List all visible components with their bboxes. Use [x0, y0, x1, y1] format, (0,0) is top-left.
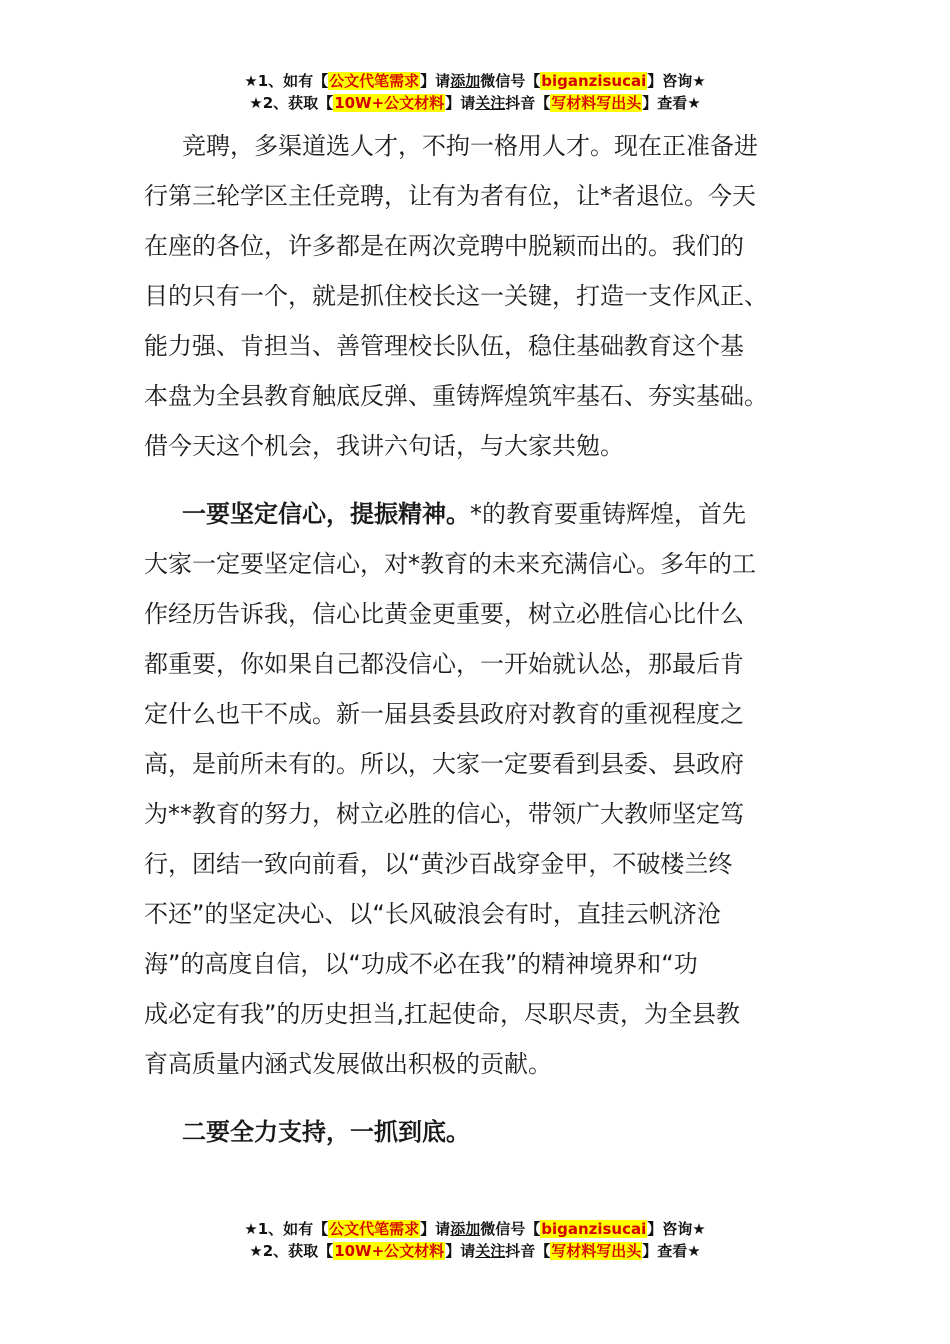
text-line: 本盘为全县教育触底反弹、重铸辉煌筑牢基石、夯实基础。 — [144, 382, 768, 410]
banner-highlight: 公文代笔需求 — [329, 1220, 420, 1238]
text-line: 高，是前所未有的。所以，大家一定要看到县委、县政府 — [144, 750, 744, 778]
text-line: 大家一定要坚定信心，对*教育的未来充满信心。多年的工 — [144, 550, 756, 578]
text-line — [144, 1107, 800, 1157]
text-line: 成必定有我”的历史担当,扛起使命，尽职尽责，为全县教 — [144, 1000, 741, 1028]
text-line: 目的只有一个，就是抓住校长这一关键，打造一支作风正、 — [144, 282, 768, 310]
banner-highlight: biganzisucai — [541, 1220, 647, 1238]
banner-text: 】查看★ — [642, 1242, 701, 1260]
banner-text: 微信号【 — [480, 72, 541, 90]
text-line: 借今天这个机会，我讲六句话，与大家共勉。 — [144, 432, 624, 460]
paragraph-1 — [144, 121, 800, 471]
banner-text: 抖音【 — [505, 94, 551, 112]
text-line: 为**教育的努力，树立必胜的信心，带领广大教师坚定笃 — [144, 800, 744, 828]
text-line: 育高质量内涵式发展做出积极的贡献。 — [144, 1050, 552, 1078]
text-line — [144, 489, 800, 539]
banner-highlight: 10W+公文材料 — [334, 94, 445, 112]
text-run: *的教育要重铸辉煌，首先 — [470, 500, 746, 528]
banner-text: ★1、如有【 — [244, 72, 329, 90]
text-line: 行第三轮学区主任竞聘，让有为者有位，让*者退位。今天 — [144, 182, 756, 210]
section-heading: 一要坚定信心，提振精神。 — [182, 500, 470, 528]
banner-text: 】咨询★ — [647, 1220, 706, 1238]
banner-text: ★2、获取【 — [249, 94, 334, 112]
text-line: 在座的各位，许多都是在两次竞聘中脱颖而出的。我们的 — [144, 232, 744, 260]
banner-line-2 — [0, 92, 950, 114]
banner-text: 微信号【 — [480, 1220, 541, 1238]
text-line: 能力强、肯担当、善管理校长队伍，稳住基础教育这个基 — [144, 332, 744, 360]
banner-text: ★1、如有【 — [244, 1220, 329, 1238]
banner-line-2 — [0, 1240, 950, 1262]
banner-emphasis: 添加 — [450, 72, 481, 90]
banner-text: 抖音【 — [505, 1242, 551, 1260]
text-line: 竞聘，多渠道选人才，不拘一格用人才。现在正准备进 — [182, 132, 758, 160]
banner-text: 】请 — [420, 1220, 451, 1238]
banner-text: 】请 — [445, 94, 476, 112]
text-line: 作经历告诉我，信心比黄金更重要，树立必胜信心比什么 — [144, 600, 744, 628]
banner-text: 】请 — [420, 72, 451, 90]
banner-highlight: biganzisucai — [541, 72, 647, 90]
paragraph-2 — [144, 489, 800, 1089]
section-heading: 二要全力支持，一抓到底。 — [182, 1118, 470, 1146]
banner-highlight: 写材料写出头 — [551, 94, 642, 112]
banner-emphasis: 添加 — [450, 1220, 481, 1238]
footer-banner — [0, 1218, 950, 1262]
banner-text: 】查看★ — [642, 94, 701, 112]
banner-emphasis: 关注 — [475, 94, 506, 112]
banner-emphasis: 关注 — [475, 1242, 506, 1260]
header-banner — [0, 70, 950, 114]
banner-highlight: 10W+公文材料 — [334, 1242, 445, 1260]
text-line: 行，团结一致向前看，以“黄沙百战穿金甲，不破楼兰终 — [144, 850, 733, 878]
banner-line-1 — [0, 70, 950, 92]
document-body — [144, 121, 800, 1157]
banner-text: 】咨询★ — [647, 72, 706, 90]
text-line: 不还”的坚定决心、以“长风破浪会有时，直挂云帆济沧 — [144, 900, 721, 928]
banner-text: 】请 — [445, 1242, 476, 1260]
paragraph-3 — [144, 1107, 800, 1157]
banner-line-1 — [0, 1218, 950, 1240]
text-line: 都重要，你如果自己都没信心，一开始就认怂，那最后肯 — [144, 650, 744, 678]
banner-text: ★2、获取【 — [249, 1242, 334, 1260]
banner-highlight: 公文代笔需求 — [329, 72, 420, 90]
banner-highlight: 写材料写出头 — [551, 1242, 642, 1260]
text-line: 定什么也干不成。新一届县委县政府对教育的重视程度之 — [144, 700, 744, 728]
text-line: 海”的高度自信，以“功成不必在我”的精神境界和“功 — [144, 950, 698, 978]
